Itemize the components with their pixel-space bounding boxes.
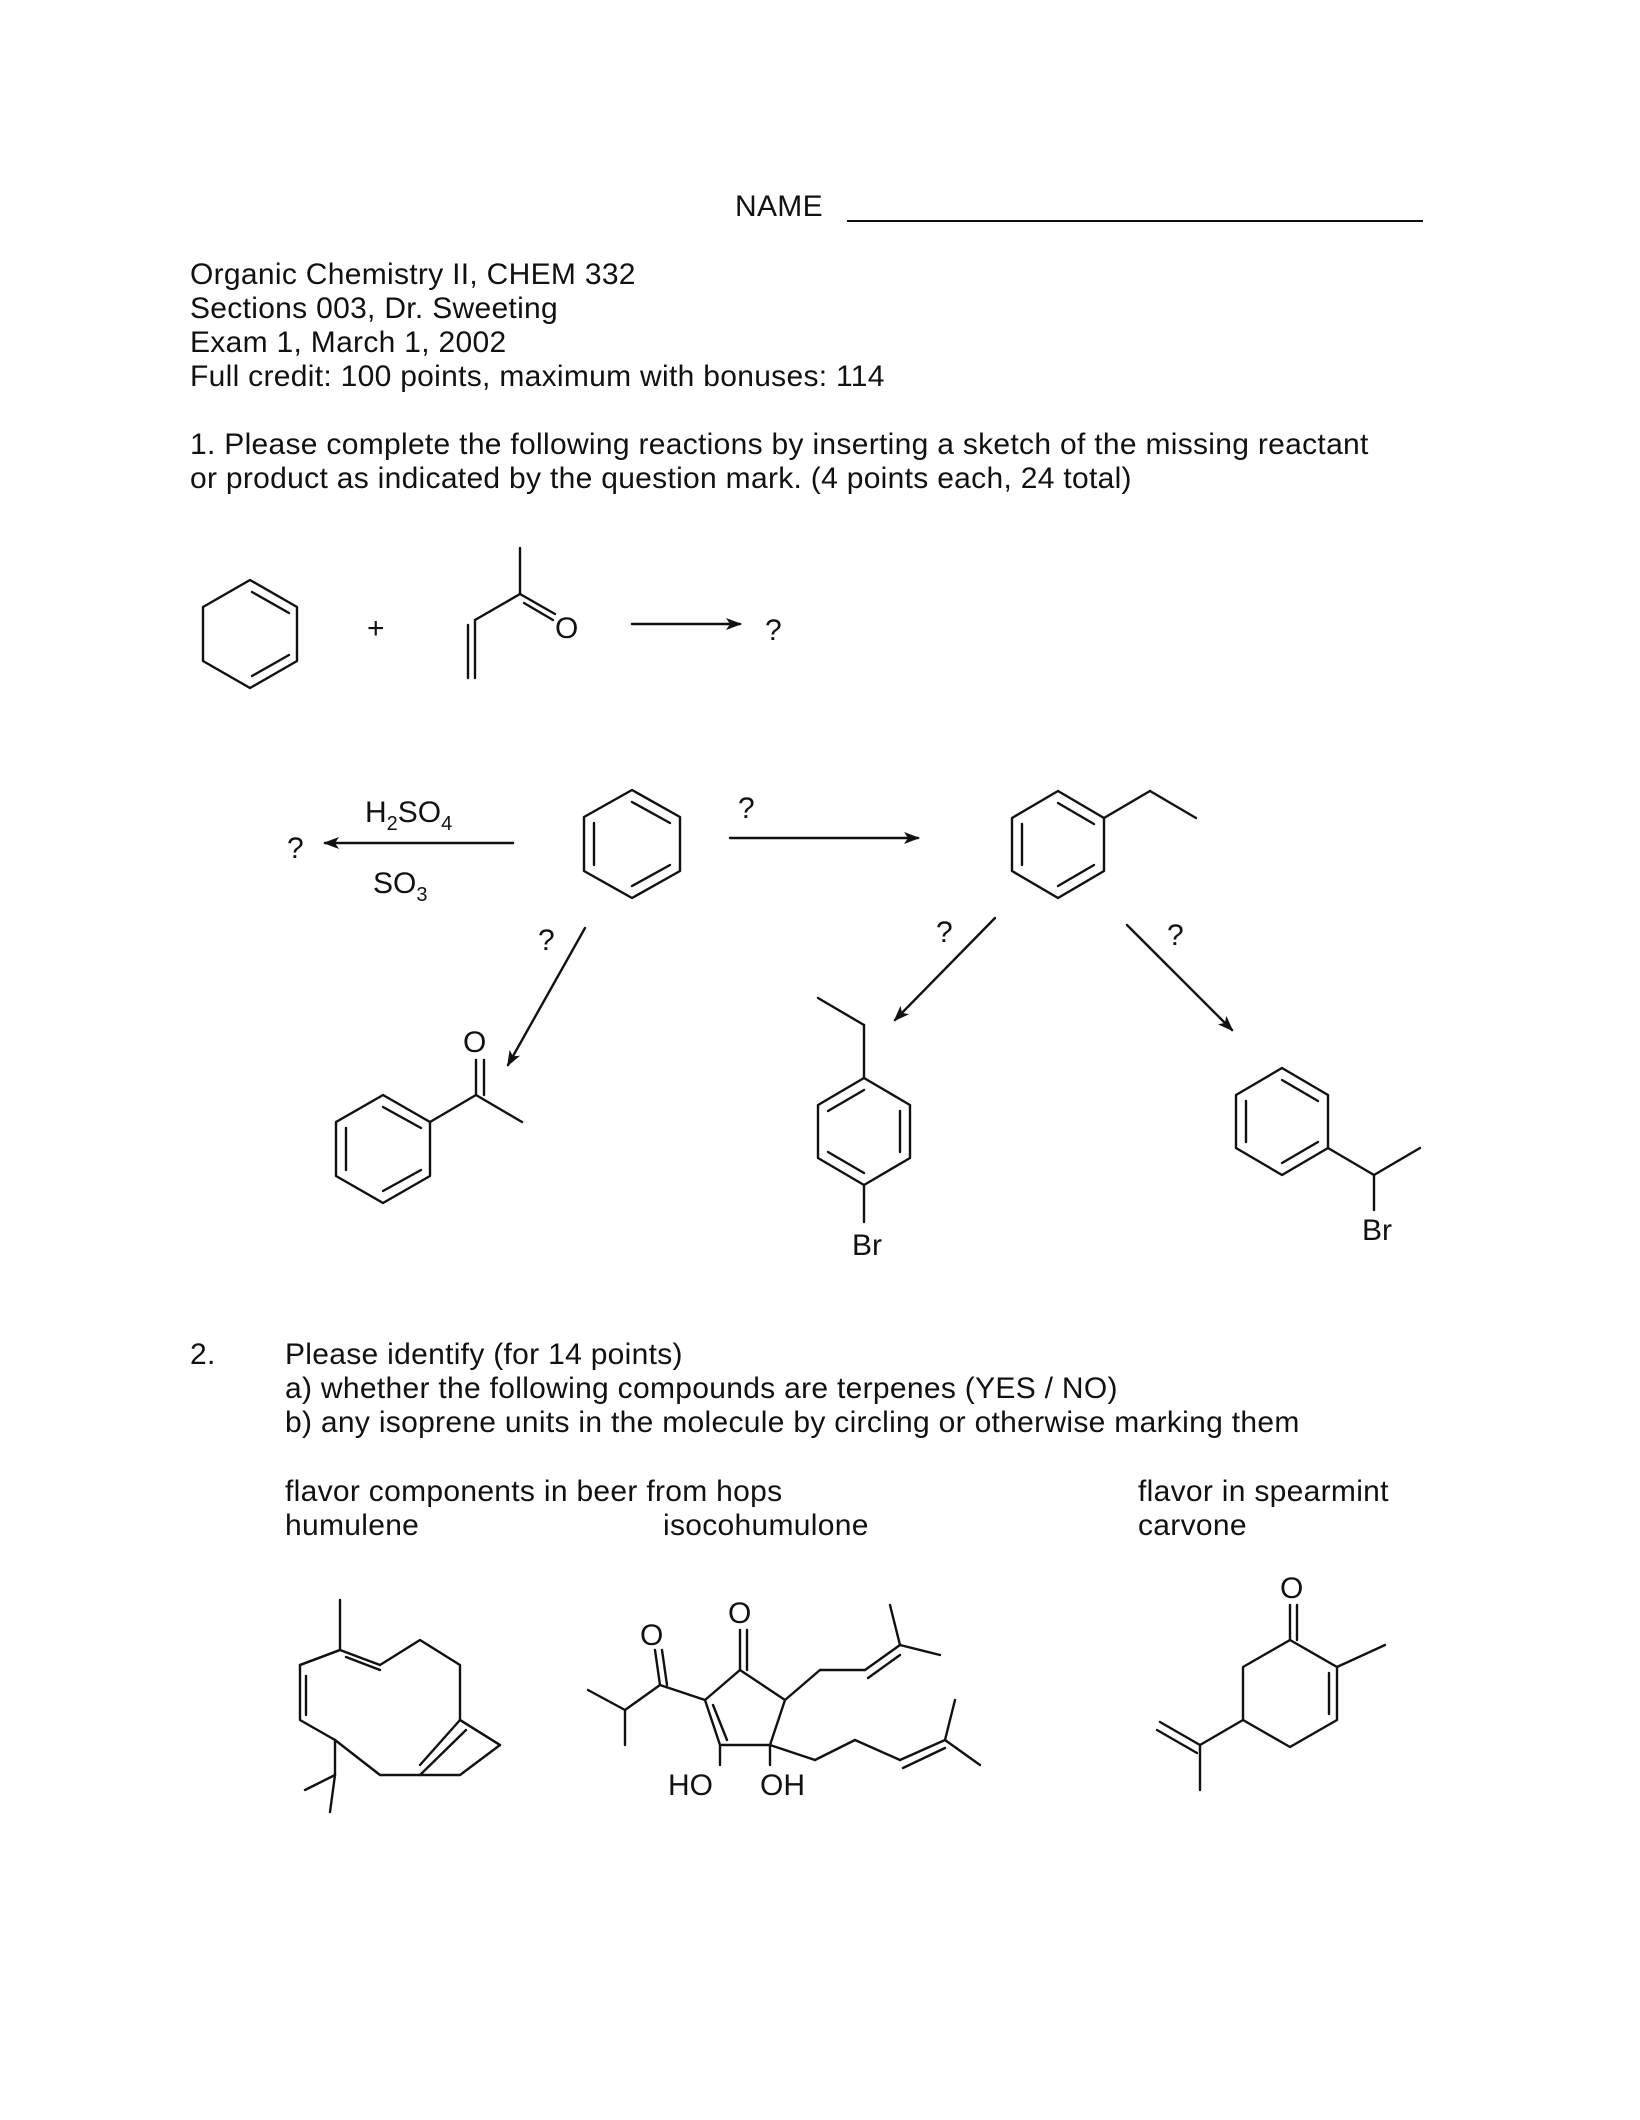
reagent-h2so4 (365, 796, 452, 835)
isocohumulone-oh-label: OH (760, 1769, 805, 1802)
para-bromoethylbenzene-structure (818, 998, 910, 1222)
isocohumulone-ring-oxygen: O (728, 1597, 752, 1630)
reaction1-product-question: ? (765, 614, 782, 647)
q2-instructions-line1: Please identify (for 14 points) (285, 1338, 683, 1371)
section-line: Sections 003, Dr. Sweeting (190, 292, 559, 325)
reagent-so3-sub-3: 3 (416, 884, 428, 906)
q2-instructions-line3: b) any isoprene units in the molecule by circling or otherwise marking them (285, 1406, 1300, 1439)
hops-label: flavor components in beer from hops (285, 1475, 783, 1508)
acylation-reagent-question: ? (538, 924, 555, 957)
benzylic-bromination-reagent-question: ? (1167, 919, 1184, 952)
name-label: NAME (735, 190, 823, 223)
reagent-h2so4-sub-4: 4 (441, 813, 453, 835)
reagent-h2so4-sub-2: 2 (386, 813, 398, 835)
q2-instructions-line2: a) whether the following compounds are terpenes (YES / NO) (285, 1372, 1118, 1405)
carvone-oxygen: O (1280, 1572, 1304, 1605)
methyl-vinyl-ketone-structure (468, 548, 555, 678)
credit-line: Full credit: 100 points, maximum with bonuses: 114 (190, 360, 885, 393)
carvone-structure (1157, 1605, 1385, 1790)
cyclohexadiene-structure (203, 580, 297, 688)
ring-bromination-reagent-question: ? (936, 916, 953, 949)
humulene-structure (300, 1600, 500, 1812)
reagent-so3-so: SO (373, 867, 417, 900)
mvk-oxygen: O (555, 612, 579, 645)
ethylbenzene-structure (1012, 791, 1196, 898)
reagent-h2so4-h: H (365, 796, 387, 829)
q2-number: 2. (190, 1338, 216, 1371)
plus-sign: + (367, 612, 385, 645)
acetophenone-oxygen: O (463, 1026, 487, 1059)
para-bromine-label: Br (852, 1229, 882, 1262)
isocohumulone-acyl-oxygen: O (640, 1619, 664, 1652)
acetophenone-structure (336, 1060, 522, 1203)
q1-instructions-line2: or product as indicated by the question mark. (4 points each, 24 total) (190, 462, 1132, 495)
alkylation-reagent-question: ? (738, 792, 755, 825)
humulene-label: humulene (285, 1509, 420, 1542)
q1-instructions-line1: 1. Please complete the following reactions by inserting a sketch of the missing reactant (190, 428, 1369, 461)
benzylic-bromine-label: Br (1362, 1214, 1392, 1247)
reagent-h2so4-so: SO (397, 796, 442, 829)
bromoethylbenzene-structure (1236, 1068, 1420, 1210)
reagent-so3 (373, 867, 427, 906)
isocohumulone-ho-label: HO (668, 1769, 713, 1802)
benzene-structure (584, 790, 680, 898)
carvone-label: carvone (1138, 1509, 1247, 1542)
course-title: Organic Chemistry II, CHEM 332 (190, 258, 636, 291)
exam-date-line: Exam 1, March 1, 2002 (190, 326, 507, 359)
spearmint-label: flavor in spearmint (1138, 1475, 1389, 1508)
isocohumulone-label: isocohumulone (663, 1509, 869, 1542)
sulfonation-product-question: ? (287, 832, 304, 865)
